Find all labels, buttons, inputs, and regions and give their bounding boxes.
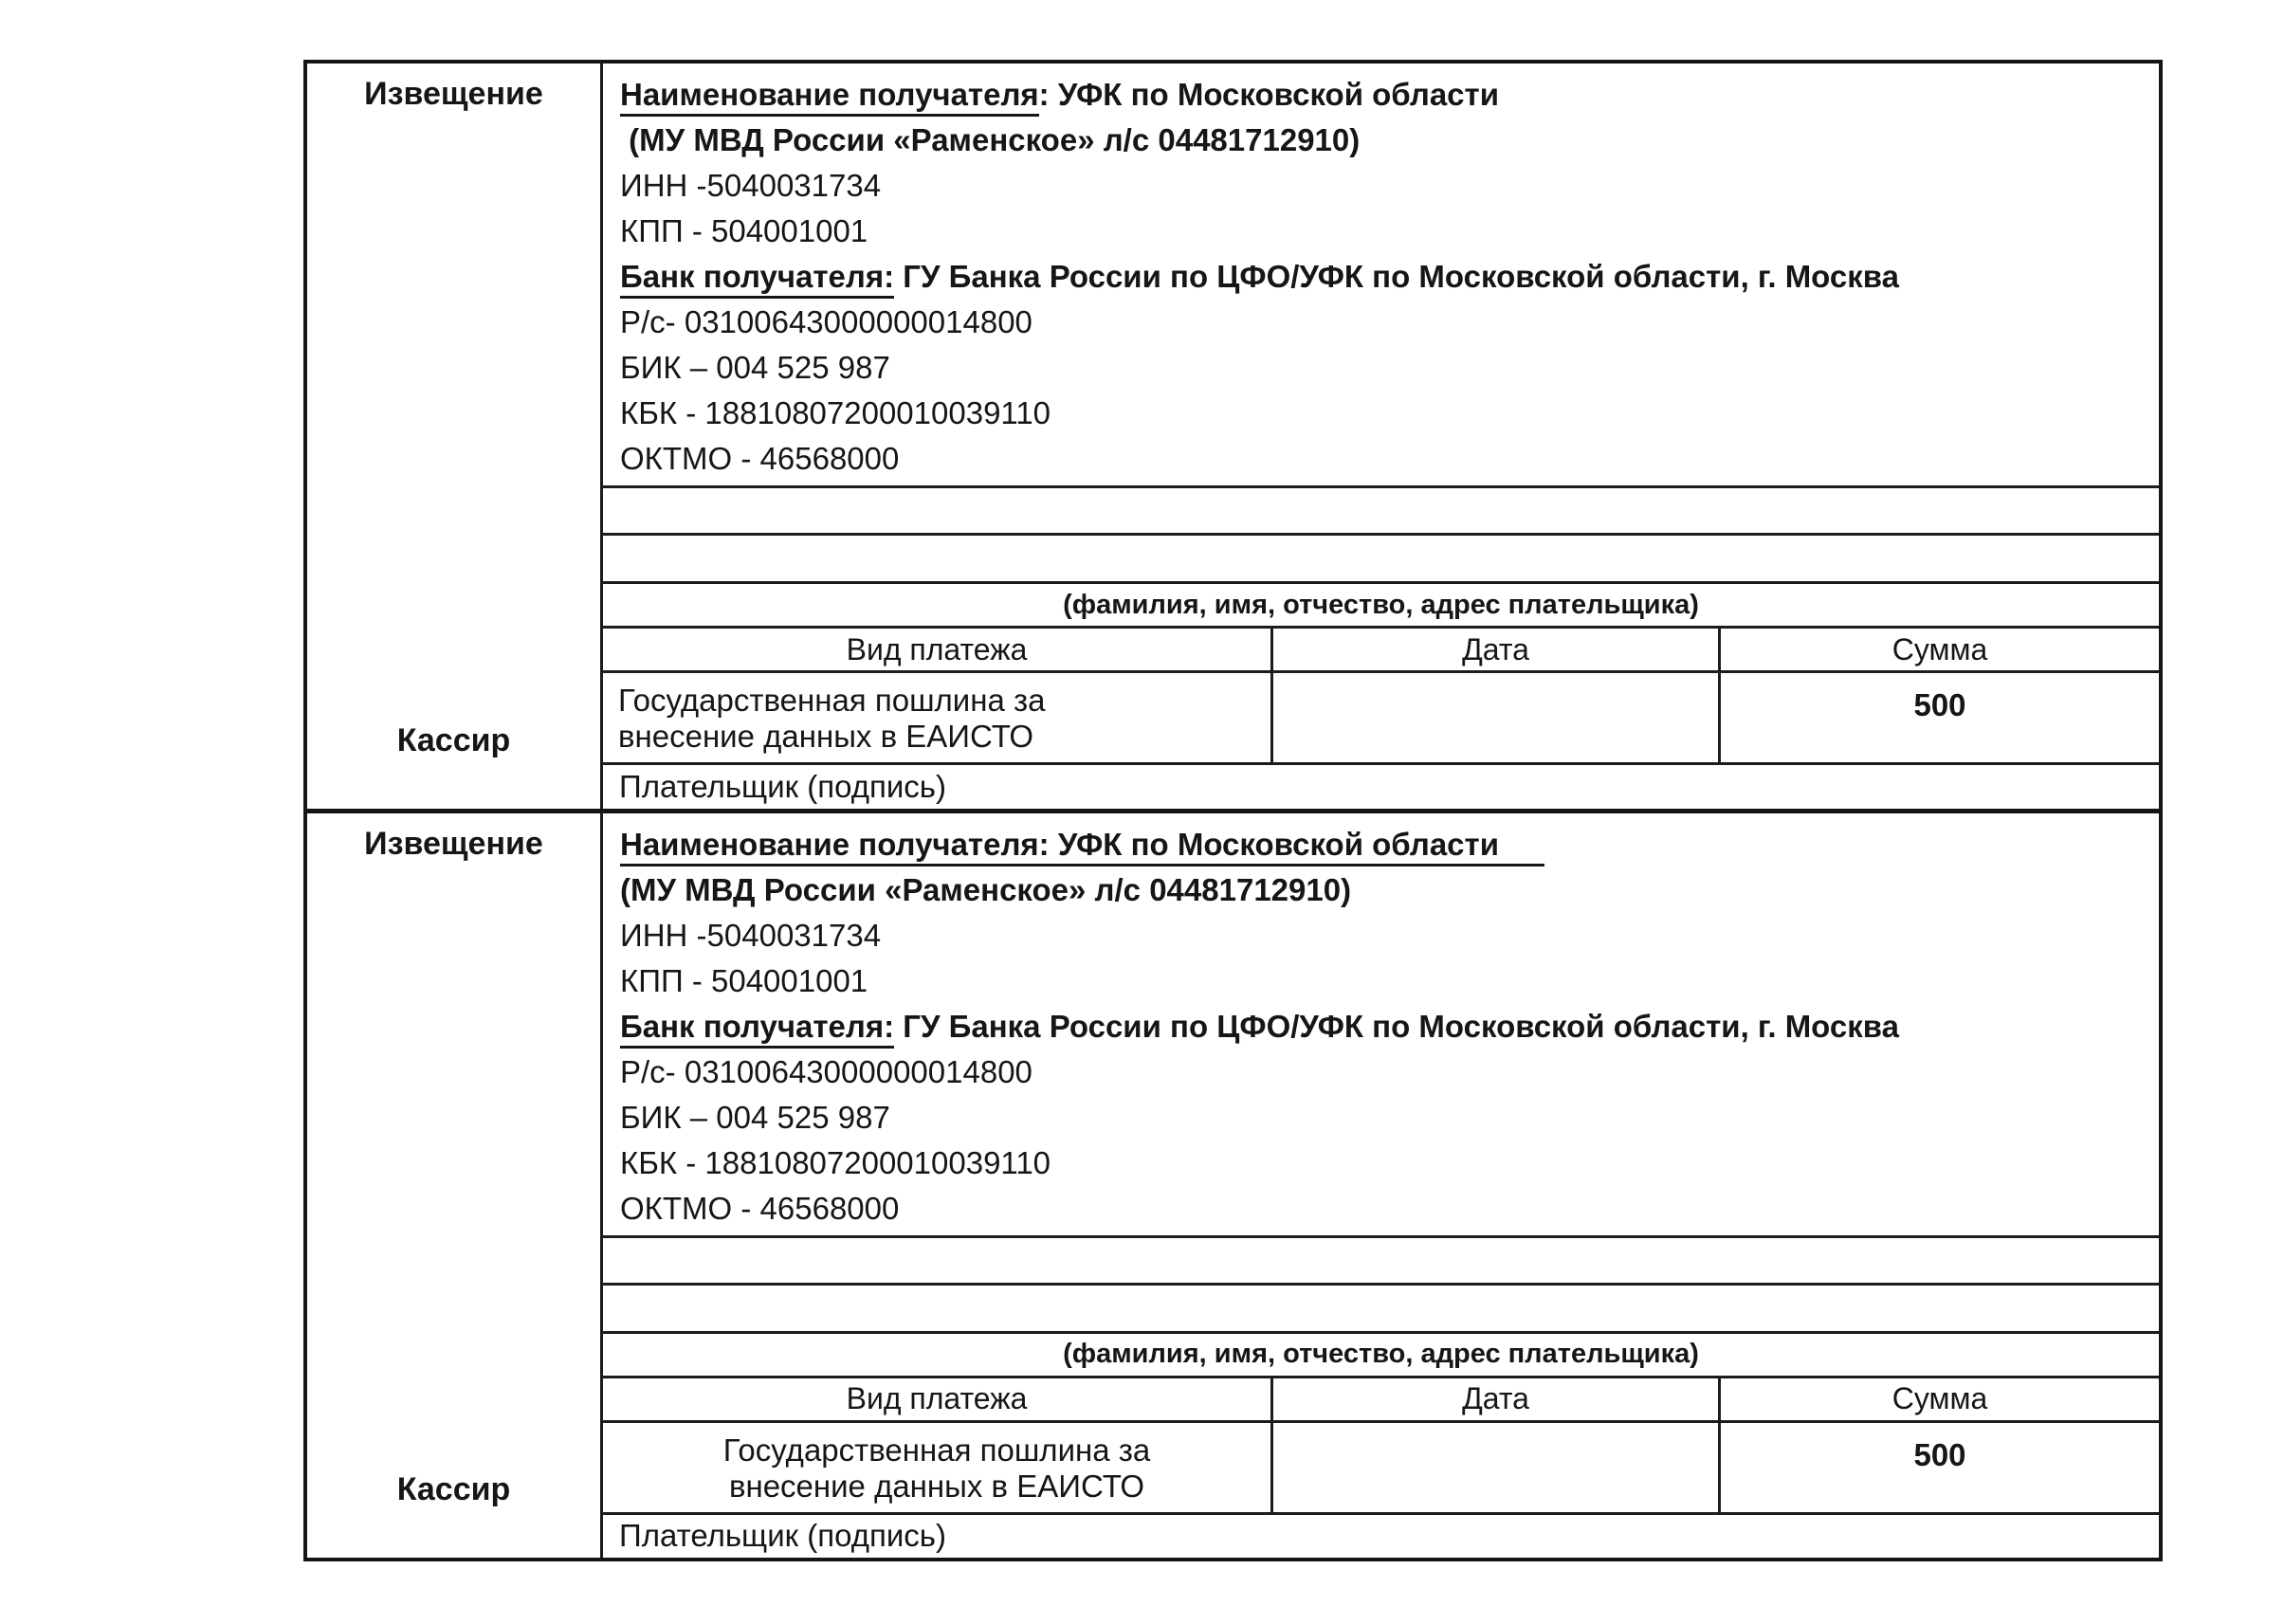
kbk-line: КБК - 18810807200010039110	[620, 1144, 1051, 1180]
notice-label: Извещение	[364, 825, 543, 862]
slip1-left-column	[307, 64, 603, 809]
payment-type-line2: внесение данных в ЕАИСТО	[618, 719, 1034, 754]
bank-line	[620, 254, 2144, 300]
payment-type-cell	[603, 673, 1270, 762]
notice-label: Извещение	[364, 76, 543, 112]
payer-caption: (фамилия, имя, отчество, адрес плательщика)	[603, 584, 2159, 629]
recipient-name-label: Наименование получателя	[620, 826, 1039, 862]
payment-type-line1: Государственная пошлина за	[722, 1432, 1151, 1468]
recipient-org-line: (МУ МВД России «Раменское» л/с 04481712910)	[620, 871, 1352, 907]
date-cell	[1270, 673, 1718, 762]
slip2-content	[603, 813, 2159, 1559]
oktmo-line: ОКТМО - 46568000	[620, 441, 900, 476]
recipient-name-label: Наименование получателя	[620, 77, 1039, 117]
kpp-line: КПП - 504001001	[620, 962, 868, 998]
account-line: Р/с- 03100643000000014800	[620, 304, 1032, 339]
kpp-line: КПП - 504001001	[620, 213, 868, 248]
payment-type-line2: внесение данных в ЕАИСТО	[728, 1468, 1145, 1504]
inn-line: ИНН -5040031734	[620, 917, 882, 953]
header-payment-type: Вид платежа	[846, 1381, 1028, 1415]
payment-table-header	[603, 629, 2159, 673]
header-amount: Сумма	[1718, 1378, 2159, 1420]
recipient-name-underlined	[620, 827, 1544, 867]
payment-type-line1: Государственная пошлина за	[618, 683, 1046, 718]
kbk-line: КБК - 18810807200010039110	[620, 395, 1051, 430]
payment-slip-2	[307, 809, 2159, 1559]
payer-signature-label: Плательщик (подпись)	[619, 768, 946, 804]
recipient-name-line	[620, 822, 2144, 867]
header-payment-type: Вид платежа	[846, 631, 1028, 666]
header-amount: Сумма	[1718, 629, 2159, 670]
payment-slip-1	[307, 64, 2159, 809]
payer-write-line-2	[603, 1286, 2159, 1334]
header-date: Дата	[1270, 1378, 1718, 1420]
header-date: Дата	[1270, 629, 1718, 670]
amount-cell: 500	[1718, 673, 2159, 762]
payer-caption: (фамилия, имя, отчество, адрес плательщика)	[603, 1334, 2159, 1378]
bank-line	[620, 1004, 2144, 1049]
payment-type-cell	[603, 1423, 1270, 1512]
amount-cell: 500	[1718, 1423, 2159, 1512]
payment-table-header	[603, 1378, 2159, 1423]
recipient-info-block	[603, 813, 2159, 1238]
recipient-name-value: : УФК по Московской области	[1038, 826, 1499, 862]
payer-write-line-1	[603, 1238, 2159, 1286]
cashier-label: Кассир	[396, 1471, 511, 1507]
payment-table-row	[603, 1423, 2159, 1515]
recipient-name-line	[620, 72, 2144, 118]
payment-form	[303, 60, 2163, 1561]
account-line: Р/с- 03100643000000014800	[620, 1053, 1032, 1089]
bank-label: Банк получателя:	[620, 259, 894, 299]
cashier-label: Кассир	[396, 721, 511, 758]
payer-write-line-1	[603, 488, 2159, 536]
payer-write-line-2	[603, 536, 2159, 584]
payment-table-row	[603, 673, 2159, 765]
payer-signature-label: Плательщик (подпись)	[619, 1518, 946, 1554]
oktmo-line: ОКТМО - 46568000	[620, 1190, 900, 1226]
bank-value: ГУ Банка России по ЦФО/УФК по Московской области, г. Москва	[894, 259, 1899, 294]
recipient-org-line: (МУ МВД России «Раменское» л/с 04481712910)	[620, 122, 1361, 157]
date-cell	[1270, 1423, 1718, 1512]
slip2-left-column	[307, 813, 603, 1559]
bik-line: БИК – 004 525 987	[620, 1099, 890, 1135]
recipient-name-value: : УФК по Московской области	[1038, 77, 1499, 112]
bank-label: Банк получателя:	[620, 1009, 894, 1049]
bik-line: БИК – 004 525 987	[620, 350, 890, 385]
recipient-info-block	[603, 64, 2159, 488]
bank-value: ГУ Банка России по ЦФО/УФК по Московской области, г. Москва	[894, 1008, 1899, 1044]
slip1-content	[603, 64, 2159, 809]
inn-line: ИНН -5040031734	[620, 168, 882, 203]
